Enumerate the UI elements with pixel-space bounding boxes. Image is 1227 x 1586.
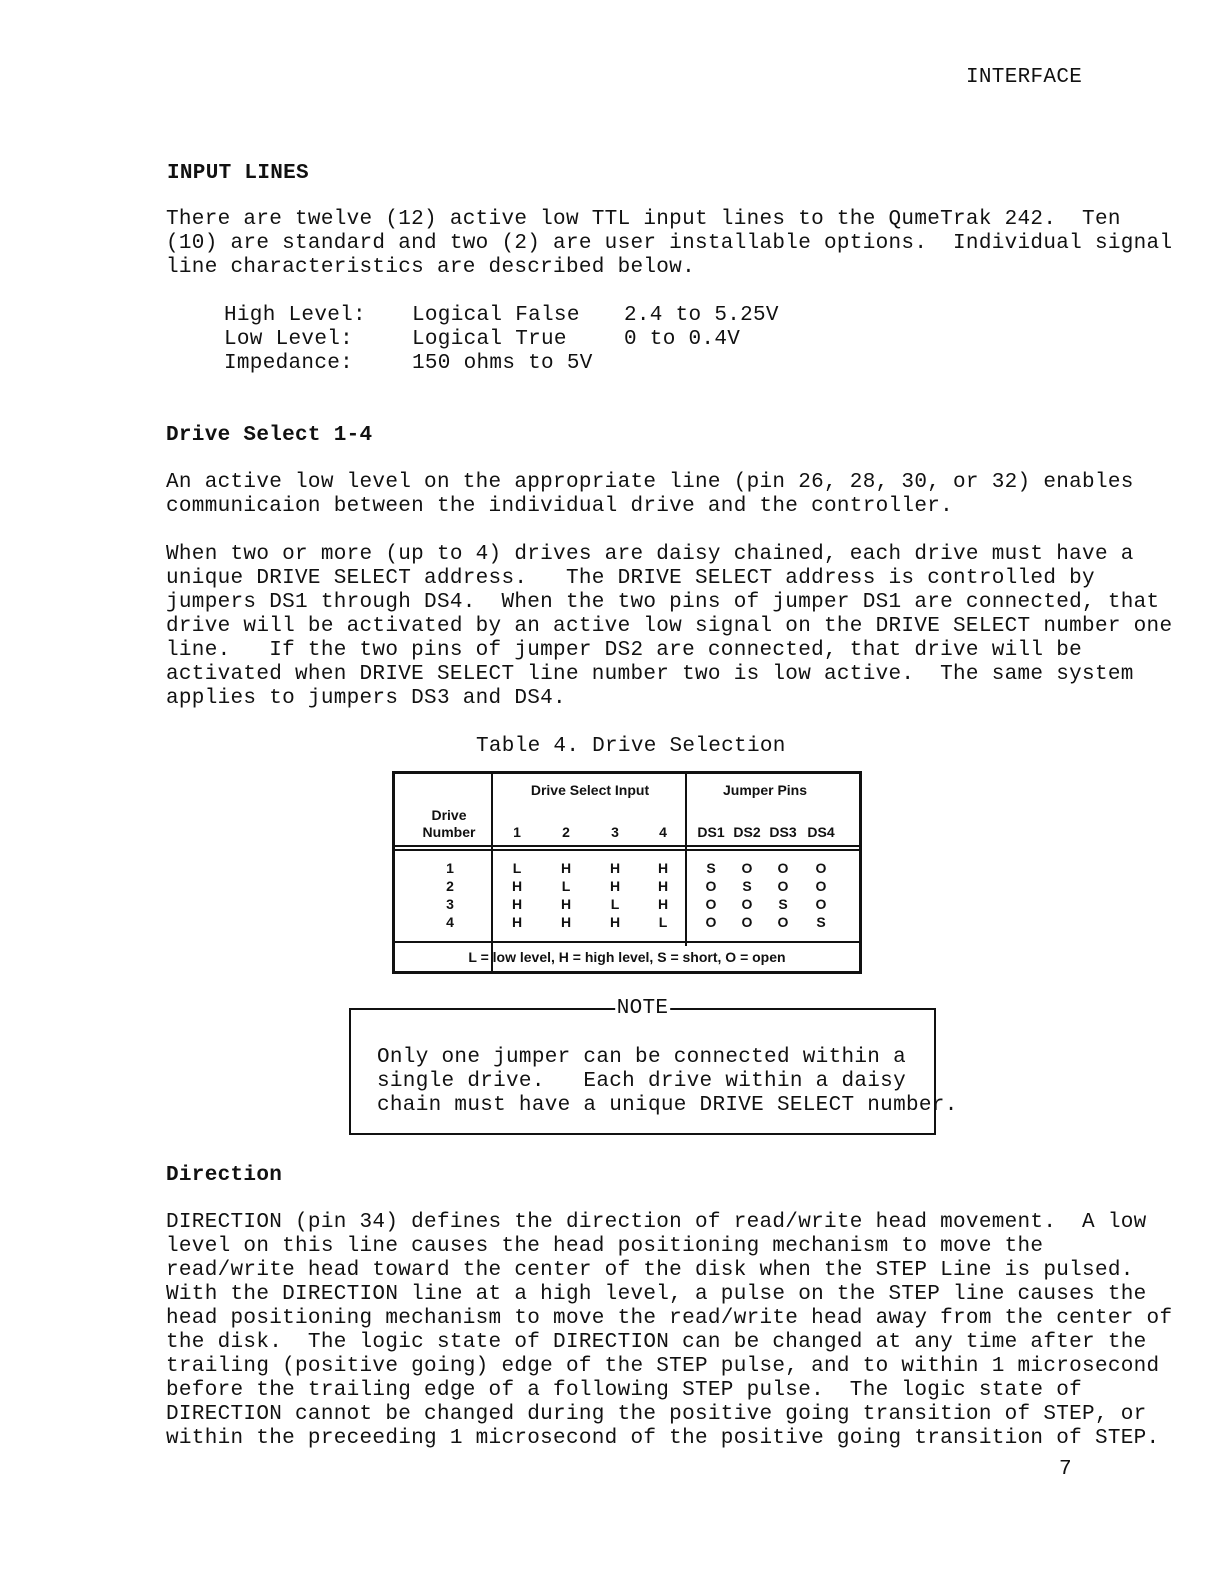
drive-select-paragraph-2 (166, 543, 1173, 711)
text-line: drive will be activated by an active low signal on the DRIVE SELECT number one (166, 615, 1173, 638)
column-divider (685, 774, 687, 946)
text-line: level on this line causes the head positioning mechanism to move the (166, 1235, 1044, 1258)
input-column-header: 3 (611, 824, 619, 840)
drive-number-cell: 1 (446, 860, 454, 876)
note-box (349, 997, 958, 1135)
text-line: DIRECTION cannot be changed during the positive going transition of STEP, or (166, 1403, 1147, 1426)
running-header: INTERFACE (966, 66, 1083, 89)
level-row (224, 328, 824, 352)
input-level-cell: L (561, 878, 571, 894)
text-line: (10) are standard and two (2) are user installable options. Individual signal (166, 232, 1173, 255)
text-line: trailing (positive going) edge of the STEP pulse, and to within 1 microsecond (166, 1355, 1160, 1378)
header-rule (395, 845, 859, 847)
jumper-state-cell: S (816, 914, 826, 930)
legend-rule (395, 941, 859, 943)
jumper-column-header: DS4 (807, 824, 835, 840)
text-line: single drive. Each drive within a daisy (377, 1070, 906, 1093)
text-line: the disk. The logic state of DIRECTION can be changed at any time after the (166, 1331, 1147, 1354)
input-lines-paragraph (166, 208, 1173, 280)
jumper-state-cell: S (742, 878, 752, 894)
jumper-column-header: DS2 (733, 824, 761, 840)
drive-select-heading: Drive Select 1-4 (166, 424, 373, 447)
jumper-state-cell: O (705, 878, 717, 894)
input-column-header: 4 (659, 824, 667, 840)
direction-heading: Direction (166, 1164, 283, 1187)
input-level-cell: H (609, 860, 621, 876)
input-level-cell: L (512, 860, 522, 876)
text-line: applies to jumpers DS3 and DS4. (166, 687, 566, 710)
jumper-column-header: DS3 (769, 824, 797, 840)
level-meaning: Logical True (412, 328, 567, 351)
drive-select-paragraph-1 (166, 471, 1134, 519)
jumper-state-cell: O (741, 896, 753, 912)
level-meaning: Logical False (412, 304, 580, 327)
level-row (224, 304, 824, 328)
level-range: 2.4 to 5.25V (624, 304, 779, 327)
jumper-state-cell: S (778, 896, 788, 912)
text-line: before the trailing edge of a following STEP pulse. The logic state of (166, 1379, 1083, 1402)
drive-header-line: Number (422, 824, 476, 840)
text-line: communicaion between the individual drive and the controller. (166, 495, 954, 518)
text-line: With the DIRECTION line at a high level, a pulse on the STEP line causes the (166, 1283, 1147, 1306)
table-legend: L = low level, H = high level, S = short, O = open (468, 949, 786, 965)
input-level-cell: H (511, 914, 523, 930)
signal-levels-list (224, 304, 824, 376)
jumper-state-cell: S (706, 860, 716, 876)
text-line: There are twelve (12) active low TTL input lines to the QumeTrak 242. Ten (166, 208, 1121, 231)
input-level-cell: H (511, 878, 523, 894)
input-level-cell: L (658, 914, 668, 930)
drive-number-cell: 3 (446, 896, 454, 912)
level-range: 0 to 0.4V (624, 328, 741, 351)
text-line: head positioning mechanism to move the read/write head away from the center of (166, 1307, 1173, 1330)
direction-paragraph (166, 1211, 1173, 1451)
input-level-cell: H (560, 914, 572, 930)
level-name: Impedance: (224, 352, 354, 375)
input-level-cell: H (511, 896, 523, 912)
jumper-state-cell: O (777, 860, 789, 876)
input-level-cell: H (657, 860, 669, 876)
jumper-column-header: DS1 (697, 824, 725, 840)
jumper-state-cell: O (705, 914, 717, 930)
text-line: unique DRIVE SELECT address. The DRIVE SELECT address is controlled by (166, 567, 1095, 590)
jumper-state-cell: O (815, 896, 827, 912)
input-lines-heading: INPUT LINES (167, 162, 309, 185)
note-title: NOTE (616, 997, 669, 1020)
drive-number-cell: 4 (446, 914, 454, 930)
drive-selection-table (392, 771, 862, 974)
page-number: 7 (1059, 1458, 1072, 1481)
text-line: activated when DRIVE SELECT line number two is low active. The same system (166, 663, 1134, 686)
table-caption: Table 4. Drive Selection (476, 735, 786, 758)
input-level-cell: H (560, 860, 572, 876)
level-meaning: 150 ohms to 5V (412, 352, 593, 375)
text-line: chain must have a unique DRIVE SELECT number. (377, 1094, 958, 1117)
jumper-state-cell: O (777, 914, 789, 930)
note-body (377, 1046, 958, 1118)
input-level-cell: H (657, 896, 669, 912)
input-level-cell: L (610, 896, 620, 912)
jumper-state-cell: O (705, 896, 717, 912)
text-line: line. If the two pins of jumper DS2 are connected, that drive will be (166, 639, 1083, 662)
jumper-state-cell: O (741, 914, 753, 930)
text-line: line characteristics are described below. (166, 256, 695, 279)
drive-header-line: Drive (431, 807, 467, 823)
jumper-state-cell: O (815, 860, 827, 876)
jumper-state-cell: O (815, 878, 827, 894)
drive-select-input-header: Drive Select Input (530, 782, 650, 798)
level-row (224, 352, 824, 376)
jumper-state-cell: O (777, 878, 789, 894)
level-name: High Level: (224, 304, 366, 327)
input-level-cell: H (609, 914, 621, 930)
input-level-cell: H (560, 896, 572, 912)
input-level-cell: H (609, 878, 621, 894)
text-line: An active low level on the appropriate line (pin 26, 28, 30, or 32) enables (166, 471, 1134, 494)
level-name: Low Level: (224, 328, 354, 351)
header-rule (395, 849, 859, 851)
text-line: When two or more (up to 4) drives are daisy chained, each drive must have a (166, 543, 1134, 566)
text-line: jumpers DS1 through DS4. When the two pins of jumper DS1 are connected, that (166, 591, 1160, 614)
input-column-header: 1 (513, 824, 521, 840)
input-column-header: 2 (562, 824, 570, 840)
level-range (624, 352, 824, 376)
jumper-state-cell: O (741, 860, 753, 876)
jumper-pins-header: Jumper Pins (722, 782, 808, 798)
text-line: DIRECTION (pin 34) defines the direction of read/write head movement. A low (166, 1211, 1147, 1234)
drive-number-cell: 2 (446, 878, 454, 894)
input-level-cell: H (657, 878, 669, 894)
text-line: Only one jumper can be connected within a (377, 1046, 906, 1069)
text-line: within the preceeding 1 microsecond of the positive going transition of STEP. (166, 1427, 1160, 1450)
text-line: read/write head toward the center of the disk when the STEP Line is pulsed. (166, 1259, 1134, 1282)
